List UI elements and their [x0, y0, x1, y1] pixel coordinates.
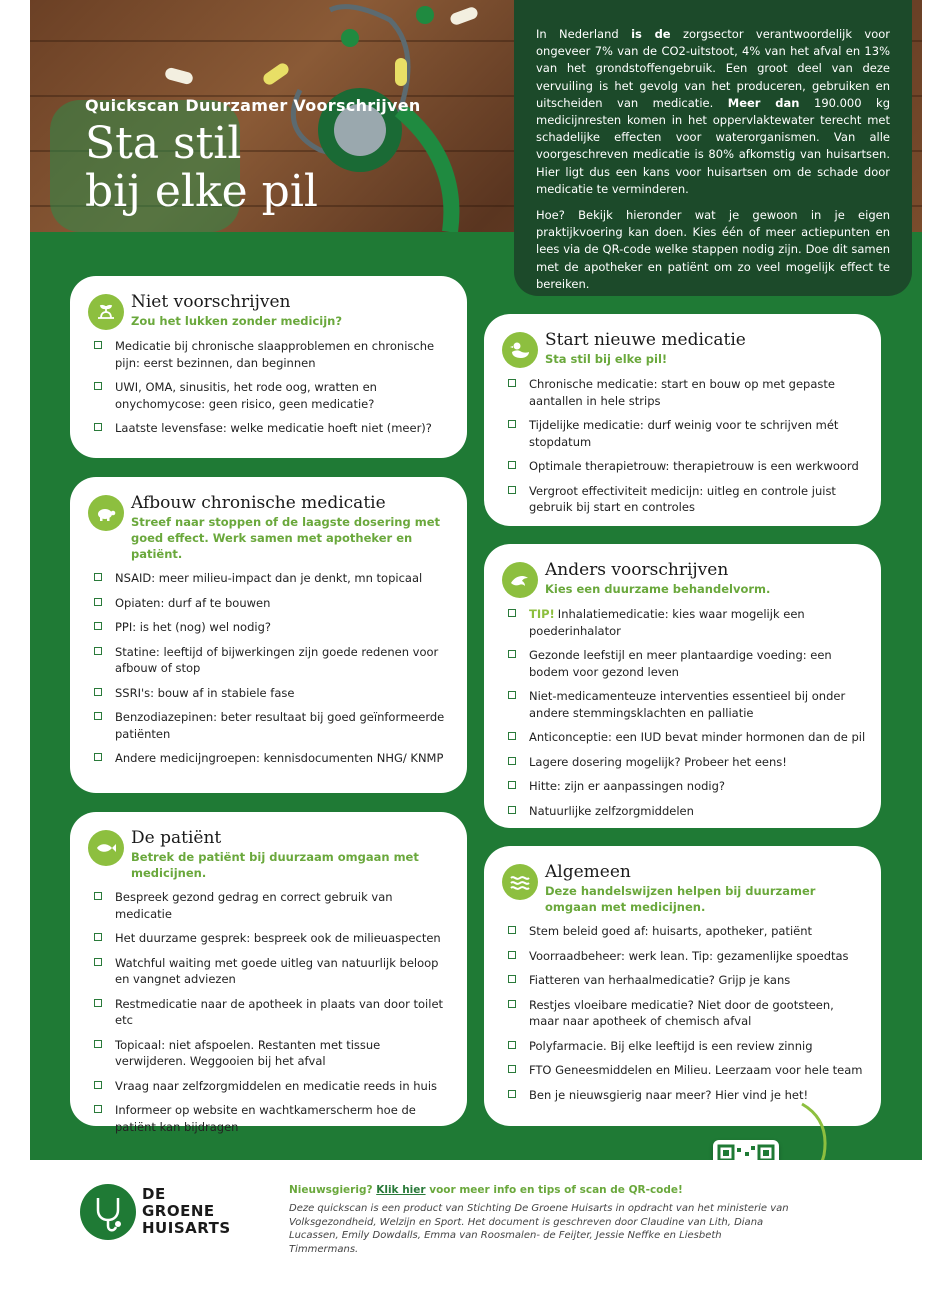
card-subtitle: Sta stil bij elke pil!: [545, 352, 668, 366]
checkbox[interactable]: [94, 1081, 102, 1089]
card-afbouw-chronische-medicatie: [70, 477, 467, 793]
card-subtitle: Kies een duurzame behandelvorm.: [545, 582, 771, 596]
intro-paragraph-1: In Nederland is de zorgsector verantwoordelijk voor ongeveer 7% van de CO2-uitstoot, 4% van het afval en 13% van het grondstoffengebruik. Een groot deel van deze vervuiling is het gevolg van het produceren, gebruiken en uitscheiden van medicatie. Meer dan 190.000 kg medicijnresten komen in het oppervlaktewater terecht met schadelijke effecten voor waterorganismen. Van alle voorgeschreven medicatie is 80% afkomstig van huisartsen. Hier ligt dus een kans voor huisartsen om de schade door medicatie te verminderen.: [536, 27, 891, 196]
dolphin-icon: [502, 562, 538, 598]
hero-title-line1: Sta stil: [85, 118, 242, 169]
checkbox[interactable]: [508, 1065, 516, 1073]
checkbox[interactable]: [508, 650, 516, 658]
checkbox[interactable]: [508, 486, 516, 494]
tip-label: TIP!: [529, 607, 555, 621]
checkbox[interactable]: [508, 732, 516, 740]
checkbox[interactable]: [508, 1090, 516, 1098]
checkbox[interactable]: [508, 461, 516, 469]
more-info-link[interactable]: Klik hier: [376, 1184, 426, 1196]
checkbox[interactable]: [508, 781, 516, 789]
checkbox[interactable]: [94, 712, 102, 720]
checklist-item[interactable]: Lagere dosering mogelijk? Probeer het eens!: [502, 754, 867, 771]
card-title: Niet voorschrijven: [131, 292, 291, 312]
checklist-item[interactable]: Opiaten: durf af te bouwen: [88, 595, 453, 612]
fish-icon: [88, 830, 124, 866]
checkbox[interactable]: [508, 1041, 516, 1049]
checklist-item[interactable]: Topicaal: niet afspoelen. Restanten met tissue verwijderen. Weggooien bij het afval: [88, 1037, 453, 1070]
card-subtitle: Streef naar stoppen of de laagste dosering met goed effect. Werk samen met apotheker en patiënt.: [131, 515, 441, 561]
checkbox[interactable]: [94, 382, 102, 390]
hero-title-line2: bij elke pil: [85, 166, 318, 217]
checklist-item[interactable]: Bespreek gezond gedrag en correct gebruik van medicatie: [88, 889, 453, 922]
card-subtitle: Betrek de patiënt bij duurzaam omgaan met medicijnen.: [131, 850, 419, 880]
checklist-item[interactable]: FTO Geneesmiddelen en Milieu. Leerzaam voor hele team: [502, 1062, 867, 1079]
checkbox[interactable]: [94, 1040, 102, 1048]
card-title: Algemeen: [545, 862, 631, 882]
card-start-nieuwe-medicatie: [484, 314, 881, 526]
checkbox[interactable]: [508, 806, 516, 814]
checkbox[interactable]: [94, 688, 102, 696]
checkbox[interactable]: [508, 757, 516, 765]
intro-box: [514, 0, 912, 296]
checklist-item[interactable]: Benzodiazepinen: beter resultaat bij goed geïnformeerde patiënten: [88, 709, 453, 742]
checklist-item[interactable]: Informeer op website en wachtkamerscherm hoe de patiënt kan bijdragen: [88, 1102, 453, 1135]
checklist-item[interactable]: Hitte: zijn er aanpassingen nodig?: [502, 778, 867, 795]
checkbox[interactable]: [508, 379, 516, 387]
checkbox[interactable]: [94, 999, 102, 1007]
checklist-item[interactable]: Het duurzame gesprek: bespreek ook de milieuaspecten: [88, 930, 453, 947]
checkbox[interactable]: [508, 926, 516, 934]
checkbox[interactable]: [94, 753, 102, 761]
checkbox[interactable]: [94, 573, 102, 581]
card-anders-voorschrijven: [484, 544, 881, 828]
card-subtitle: Deze handelswijzen helpen bij duurzamer omgaan met medicijnen.: [545, 884, 816, 914]
checklist-item[interactable]: Tijdelijke medicatie: durf weinig voor te schrijven mét stopdatum: [502, 417, 867, 450]
checkbox[interactable]: [94, 598, 102, 606]
checklist-item[interactable]: Vergroot effectiviteit medicijn: uitleg en controle juist gebruik bij start en controles: [502, 483, 867, 516]
checklist-item[interactable]: NSAID: meer milieu-impact dan je denkt, mn topicaal: [88, 570, 453, 587]
card-niet-voorschrijven: [70, 276, 467, 458]
credit-text: Deze quickscan is een product van Stichting De Groene Huisarts in opdracht van het ministerie van Volksgezondheid, Welzijn en Sport. Het document is geschreven door Claudine van Lith, Diana Lucassen, Emily Dowdalls, Emma van Roosmalen- de Feijter, Jessie Neffke en Liesbeth Timmermans.: [289, 1203, 789, 1255]
checklist-item[interactable]: Andere medicijngroepen: kennisdocumenten NHG/ KNMP: [88, 750, 453, 767]
checklist-item[interactable]: Restjes vloeibare medicatie? Niet door de gootsteen, maar naar apotheek of chemisch afval: [502, 997, 867, 1030]
card-title: Start nieuwe medicatie: [545, 330, 746, 350]
checklist-item[interactable]: Laatste levensfase: welke medicatie hoeft niet (meer)?: [88, 420, 453, 437]
checkbox[interactable]: [94, 423, 102, 431]
duck-icon: [502, 332, 538, 368]
checkbox[interactable]: [508, 951, 516, 959]
checklist-item[interactable]: Ben je nieuwsgierig naar meer? Hier vind je het!: [502, 1087, 867, 1104]
card-algemeen: [484, 846, 881, 1126]
checklist-item[interactable]: Vraag naar zelfzorgmiddelen en medicatie reeds in huis: [88, 1078, 453, 1095]
checklist-item[interactable]: Stem beleid goed af: huisarts, apotheker, patiënt: [502, 923, 867, 940]
poster-background: [30, 0, 922, 1160]
checklist-item[interactable]: SSRI's: bouw af in stabiele fase: [88, 685, 453, 702]
checkbox[interactable]: [508, 691, 516, 699]
intro-paragraph-2: Hoe? Bekijk hieronder wat je gewoon in je eigen praktijkvoering kan doen. Kies één of meer actiepunten en lees via de QR-code welke stappen nodig zijn. Doe dit samen met de apotheker en patiënt om zo veel mogelijk effect te bereiken.: [536, 208, 890, 291]
checkbox[interactable]: [94, 892, 102, 900]
checkbox[interactable]: [94, 958, 102, 966]
card-de-patient: [70, 812, 467, 1134]
checkbox[interactable]: [508, 420, 516, 428]
checklist-item[interactable]: UWI, OMA, sinusitis, het rode oog, wratten en onychomycose: geen risico, geen medicatie?: [88, 379, 453, 412]
waves-icon: [502, 864, 538, 900]
checkbox[interactable]: [94, 647, 102, 655]
checklist-item[interactable]: Restmedicatie naar de apotheek in plaats van door toilet etc: [88, 996, 453, 1029]
hero-subtitle: Quickscan Duurzamer Voorschrijven: [85, 96, 421, 115]
card-title: De patiënt: [131, 828, 222, 848]
footer: [0, 1160, 951, 1301]
checklist-item[interactable]: Natuurlijke zelfzorgmiddelen: [502, 803, 867, 820]
checklist-item[interactable]: Watchful waiting met goede uitleg van natuurlijk beloop en vangnet adviezen: [88, 955, 453, 988]
info-line: Nieuwsgierig? Klik hier voor meer info en tips of scan de QR-code!: [289, 1184, 683, 1196]
checkbox[interactable]: [508, 975, 516, 983]
checklist-item[interactable]: Anticonceptie: een IUD bevat minder hormonen dan de pil: [502, 729, 867, 746]
checklist-item[interactable]: Polyfarmacie. Bij elke leeftijd is een review zinnig: [502, 1038, 867, 1055]
logo-stethoscope-icon: [80, 1184, 136, 1240]
checklist-item[interactable]: TIP! Inhalatiemedicatie: kies waar mogelijk een poederinhalator: [502, 606, 867, 639]
checkbox[interactable]: [508, 609, 516, 617]
checkbox[interactable]: [508, 1000, 516, 1008]
logo-text: DE GROENE HUISARTS: [142, 1185, 231, 1237]
plant-icon: [88, 294, 124, 330]
turtle-icon: [88, 495, 124, 531]
checklist-item[interactable]: PPI: is het (nog) wel nodig?: [88, 619, 453, 636]
card-title: Afbouw chronische medicatie: [131, 493, 386, 513]
checklist-item[interactable]: Gezonde leefstijl en meer plantaardige voeding: een bodem voor gezond leven: [502, 647, 867, 680]
checkbox[interactable]: [94, 341, 102, 349]
card-title: Anders voorschrijven: [545, 560, 729, 580]
card-subtitle: Zou het lukken zonder medicijn?: [131, 314, 343, 328]
checklist-item[interactable]: Chronische medicatie: start en bouw op met gepaste aantallen in hele strips: [502, 376, 867, 409]
checklist-item[interactable]: Statine: leeftijd of bijwerkingen zijn goede redenen voor afbouw of stop: [88, 644, 453, 677]
hero-title: [85, 120, 445, 216]
checklist-item[interactable]: Niet-medicamenteuze interventies essentieel bij onder andere stemmingsklachten en palliatie: [502, 688, 867, 721]
checkbox[interactable]: [94, 933, 102, 941]
checklist-item[interactable]: Voorraadbeheer: werk lean. Tip: gezamenlijke spoedtas: [502, 948, 867, 965]
checklist-item[interactable]: Optimale therapietrouw: therapietrouw is een werkwoord: [502, 458, 867, 475]
checkbox[interactable]: [94, 1105, 102, 1113]
checklist-item[interactable]: Medicatie bij chronische slaapproblemen en chronische pijn: eerst bezinnen, dan beginnen: [88, 338, 453, 371]
checklist-item[interactable]: Fiatteren van herhaalmedicatie? Grijp je kans: [502, 972, 867, 989]
checkbox[interactable]: [94, 622, 102, 630]
